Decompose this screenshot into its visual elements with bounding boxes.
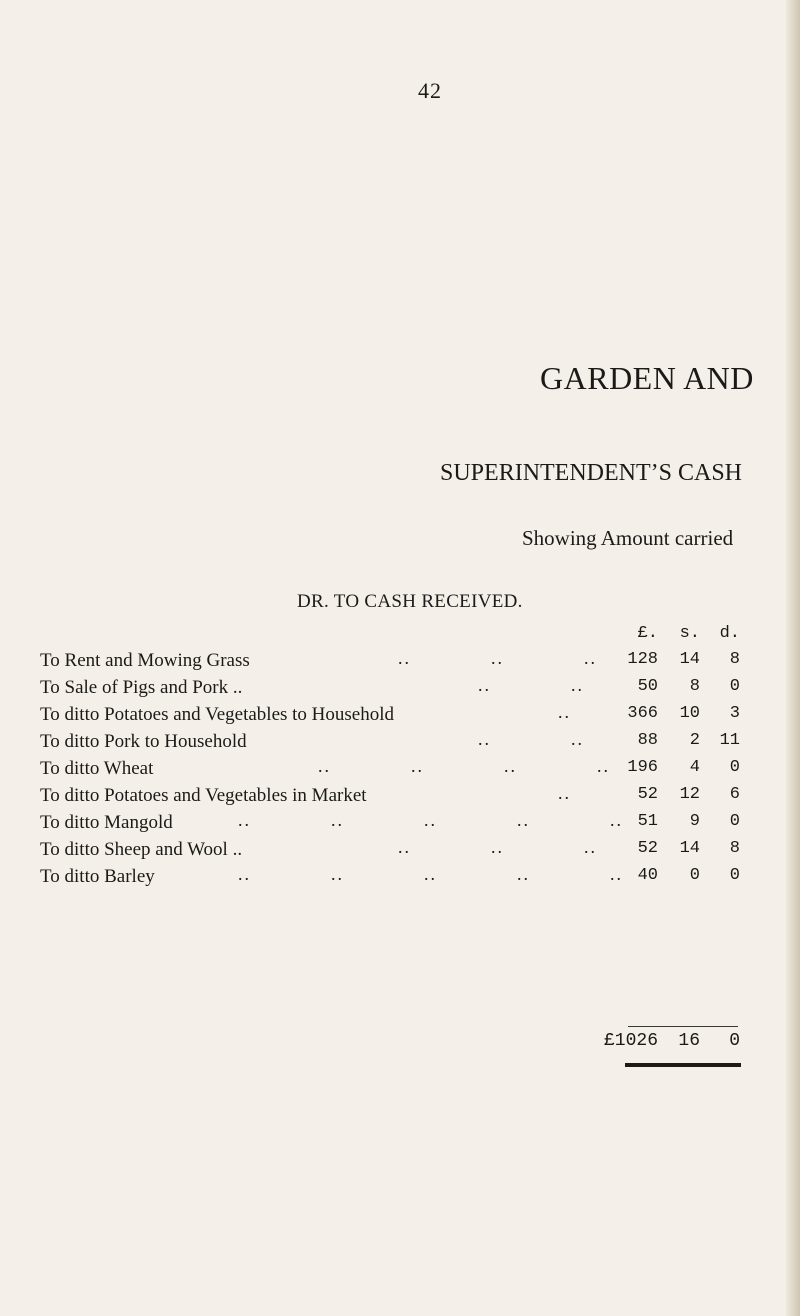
row-pounds: 52 [637, 839, 658, 858]
row-pence: 0 [729, 677, 740, 696]
leader-dots: .. .. .. .. [318, 756, 610, 776]
total-rule-bottom [625, 1063, 741, 1067]
ledger-rows [0, 648, 800, 891]
ledger-row [0, 702, 800, 729]
page-number: 42 [418, 78, 442, 103]
row-shillings: 14 [679, 650, 700, 669]
row-shillings: 2 [689, 731, 700, 750]
showing-line: Showing Amount carried [522, 526, 734, 550]
column-header-pounds: £. [637, 624, 658, 643]
ledger-row [0, 729, 800, 756]
row-pounds: 51 [637, 812, 658, 831]
row-pence: 8 [729, 650, 740, 669]
leader-dots: .. [558, 783, 571, 803]
row-description: To ditto Potatoes and Vegetables in Market [40, 785, 367, 806]
leader-dots: .. .. [478, 675, 584, 695]
row-description: To ditto Pork to Household [40, 731, 247, 752]
row-pence: 8 [729, 839, 740, 858]
total-shillings: 16 [678, 1031, 700, 1051]
row-description: To Sale of Pigs and Pork .. [40, 677, 243, 698]
leader-dots: .. .. .. .. .. [238, 810, 623, 830]
total-pence: 0 [729, 1031, 740, 1051]
row-pence: 3 [729, 704, 740, 723]
row-pence: 0 [729, 812, 740, 831]
row-description: To ditto Wheat [40, 758, 154, 779]
ledger-row [0, 675, 800, 702]
column-header-shillings: s. [679, 624, 700, 643]
row-pence: 0 [729, 758, 740, 777]
ledger-row [0, 756, 800, 783]
total-row [0, 1031, 800, 1061]
ledger-row [0, 783, 800, 810]
row-description: To ditto Barley [40, 866, 155, 887]
leader-dots: .. .. [478, 729, 584, 749]
total-rule-top [628, 1026, 738, 1027]
row-description: To ditto Potatoes and Vegetables to Household [40, 704, 394, 725]
total-pounds: £1026 [603, 1031, 658, 1051]
leader-dots: .. .. .. .. .. [238, 864, 623, 884]
ledger-row [0, 837, 800, 864]
row-pounds: 52 [637, 785, 658, 804]
row-description: To Rent and Mowing Grass [40, 650, 250, 671]
row-description: To ditto Mangold [40, 812, 173, 833]
page-title: GARDEN AND [540, 360, 754, 396]
row-pounds: 196 [627, 758, 658, 777]
row-pounds: 50 [637, 677, 658, 696]
row-shillings: 9 [689, 812, 700, 831]
ledger-row [0, 864, 800, 891]
row-shillings: 10 [679, 704, 700, 723]
row-pence: 11 [719, 731, 740, 750]
row-pounds: 40 [637, 866, 658, 885]
column-header-pence: d. [719, 624, 740, 643]
row-pounds: 366 [627, 704, 658, 723]
ledger-row [0, 648, 800, 675]
page-subtitle: SUPERINTENDENT’S CASH [440, 460, 743, 486]
row-shillings: 14 [679, 839, 700, 858]
section-heading: DR. TO CASH RECEIVED. [297, 591, 523, 612]
row-description: To ditto Sheep and Wool .. [40, 839, 243, 860]
row-pence: 0 [729, 866, 740, 885]
row-shillings: 8 [689, 677, 700, 696]
row-pounds: 128 [627, 650, 658, 669]
row-pounds: 88 [637, 731, 658, 750]
row-shillings: 12 [679, 785, 700, 804]
ledger-row [0, 810, 800, 837]
leader-dots: .. .. .. [398, 648, 597, 668]
leader-dots: .. .. .. [398, 837, 597, 857]
row-pence: 6 [729, 785, 740, 804]
row-shillings: 4 [689, 758, 700, 777]
leader-dots: .. [558, 702, 571, 722]
row-shillings: 0 [689, 866, 700, 885]
